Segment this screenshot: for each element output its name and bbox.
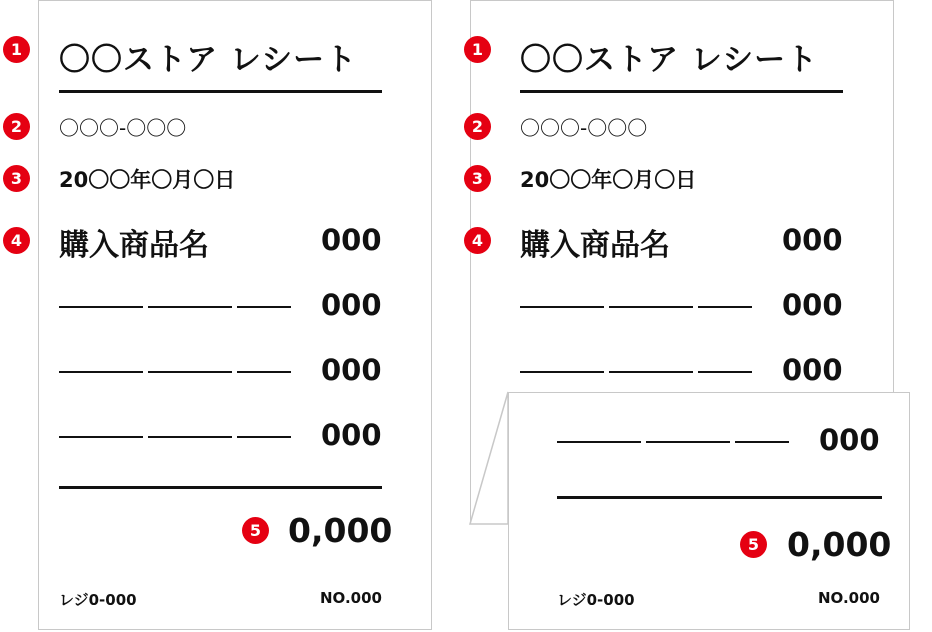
item-line bbox=[735, 441, 789, 443]
register-id: レジ0-000 bbox=[59, 591, 137, 609]
marker-1: 1 bbox=[464, 36, 491, 63]
phone-number: 〇〇〇-〇〇〇 bbox=[520, 116, 648, 140]
total-rule bbox=[557, 496, 882, 499]
marker-2: 2 bbox=[3, 113, 30, 140]
marker-3: 3 bbox=[3, 165, 30, 192]
receipt-number: NO.000 bbox=[818, 589, 880, 607]
item-price: 000 bbox=[321, 223, 382, 257]
item-name: 購入商品名 bbox=[59, 228, 209, 263]
phone-number: 〇〇〇-〇〇〇 bbox=[59, 116, 187, 140]
purchase-date: 20〇〇年〇月〇日 bbox=[59, 168, 236, 192]
line-price: 000 bbox=[819, 423, 880, 457]
marker-4: 4 bbox=[464, 227, 491, 254]
item-line bbox=[646, 441, 730, 443]
item-name: 購入商品名 bbox=[520, 228, 670, 263]
line-price: 000 bbox=[321, 288, 382, 322]
marker-4: 4 bbox=[3, 227, 30, 254]
line-price: 000 bbox=[321, 353, 382, 387]
line-price: 000 bbox=[321, 418, 382, 452]
purchase-date: 20〇〇年〇月〇日 bbox=[520, 168, 697, 192]
line-price: 000 bbox=[782, 353, 843, 387]
register-id: レジ0-000 bbox=[557, 591, 635, 609]
total-amount: 0,000 bbox=[288, 511, 393, 550]
item-line bbox=[557, 441, 641, 443]
marker-5: 5 bbox=[740, 531, 767, 558]
marker-1: 1 bbox=[3, 36, 30, 63]
receipt-number: NO.000 bbox=[320, 589, 382, 607]
marker-2: 2 bbox=[464, 113, 491, 140]
receipt-title: 〇〇ストア レシート bbox=[59, 42, 358, 78]
item-price: 000 bbox=[782, 223, 843, 257]
marker-5: 5 bbox=[242, 517, 269, 544]
marker-3: 3 bbox=[464, 165, 491, 192]
line-price: 000 bbox=[782, 288, 843, 322]
total-amount: 0,000 bbox=[787, 525, 892, 564]
receipt-title: 〇〇ストア レシート bbox=[520, 42, 819, 78]
